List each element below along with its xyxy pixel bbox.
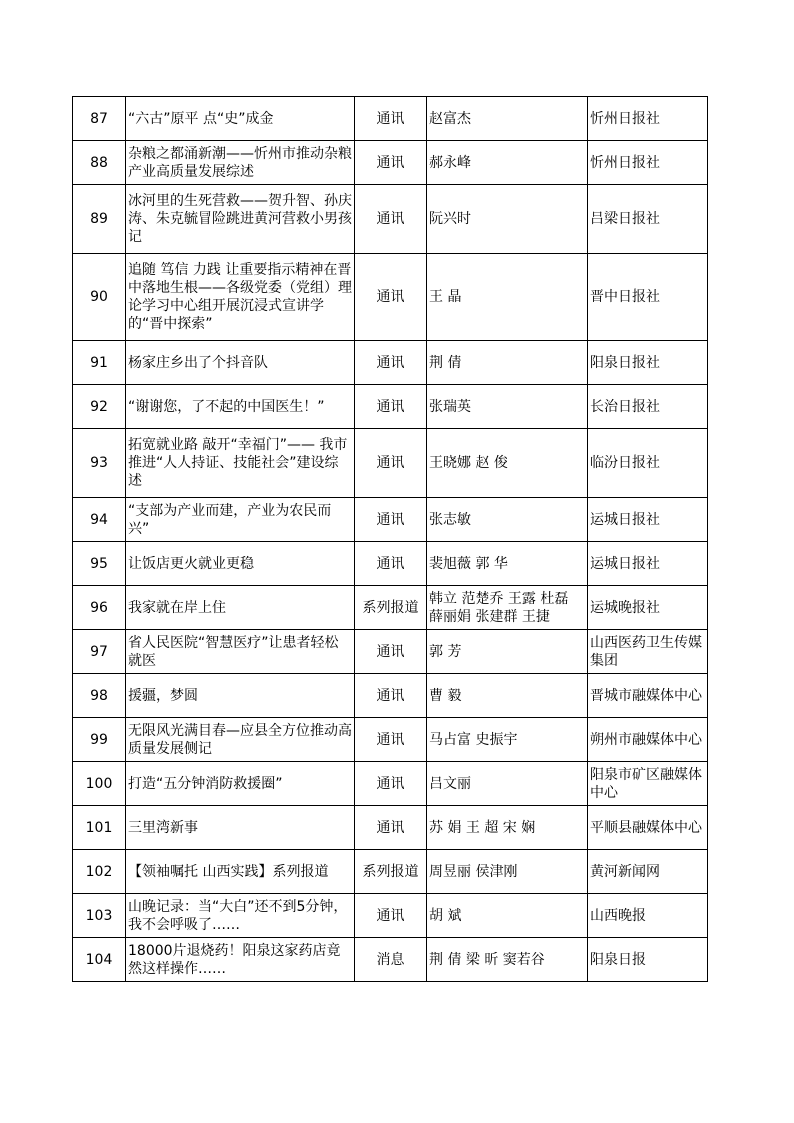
article-genre: 通讯 [355,894,427,938]
article-title: 三里湾新事 [126,806,355,850]
article-genre: 通讯 [355,185,427,254]
article-genre: 通讯 [355,141,427,185]
publishing-organization: 运城晚报社 [588,586,708,630]
row-number: 97 [73,630,126,674]
article-author: 王晓娜 赵 俊 [427,429,588,498]
article-author: 苏 娟 王 超 宋 娴 [427,806,588,850]
table-row [73,762,708,806]
table-row [73,806,708,850]
article-genre: 通讯 [355,762,427,806]
publishing-organization: 运城日报社 [588,542,708,586]
article-author: 韩立 范楚乔 王露 杜磊 薛丽娟 张建群 王捷 [427,586,588,630]
publishing-organization: 山西晚报 [588,894,708,938]
publishing-organization: 忻州日报社 [588,97,708,141]
article-genre: 通讯 [355,542,427,586]
table-row [73,254,708,341]
article-genre: 通讯 [355,630,427,674]
article-author: 郝永峰 [427,141,588,185]
article-author: 王 晶 [427,254,588,341]
table-row [73,542,708,586]
article-title: 山晚记录：当“大白”还不到5分钟，我不会呼吸了…… [126,894,355,938]
article-author: 周昱丽 侯津刚 [427,850,588,894]
article-title: “支部为产业而建，产业为农民而兴” [126,498,355,542]
article-genre: 通讯 [355,674,427,718]
article-title: 追随 笃信 力践 让重要指示精神在晋中落地生根——各级党委（党组）理论学习中心组开展沉浸式宣讲学的“晋中探索” [126,254,355,341]
table-row [73,938,708,982]
table-row [73,341,708,385]
table-row [73,850,708,894]
publishing-organization: 运城日报社 [588,498,708,542]
table-row [73,586,708,630]
article-genre: 通讯 [355,97,427,141]
row-number: 88 [73,141,126,185]
article-title: 18000片退烧药！阳泉这家药店竟然这样操作…… [126,938,355,982]
table-row [73,674,708,718]
article-title: 省人民医院“智慧医疗”让患者轻松就医 [126,630,355,674]
row-number: 100 [73,762,126,806]
article-author: 阮兴时 [427,185,588,254]
table-body [73,97,708,982]
table-row [73,718,708,762]
publishing-organization: 黄河新闻网 [588,850,708,894]
publishing-organization: 忻州日报社 [588,141,708,185]
article-title: 冰河里的生死营救——贺升智、孙庆涛、朱克毓冒险跳进黄河营救小男孩记 [126,185,355,254]
table-row [73,429,708,498]
article-title: 援疆，梦圆 [126,674,355,718]
table-row [73,894,708,938]
row-number: 90 [73,254,126,341]
article-title: “六古”原平 点“史”成金 [126,97,355,141]
table-row [73,97,708,141]
article-title: 拓宽就业路 敲开“幸福门”—— 我市推进“人人持证、技能社会”建设综述 [126,429,355,498]
article-title: 让饭店更火就业更稳 [126,542,355,586]
publishing-organization: 阳泉市矿区融媒体中心 [588,762,708,806]
publishing-organization: 山西医药卫生传媒集团 [588,630,708,674]
table-row [73,141,708,185]
article-author: 张瑞英 [427,385,588,429]
table-row [73,498,708,542]
row-number: 89 [73,185,126,254]
article-genre: 系列报道 [355,586,427,630]
row-number: 102 [73,850,126,894]
article-genre: 通讯 [355,806,427,850]
article-author: 马占富 史振宇 [427,718,588,762]
table-row [73,185,708,254]
article-genre: 通讯 [355,385,427,429]
publishing-organization: 朔州市融媒体中心 [588,718,708,762]
article-author: 胡 斌 [427,894,588,938]
row-number: 101 [73,806,126,850]
article-title: 我家就在岸上住 [126,586,355,630]
row-number: 87 [73,97,126,141]
publishing-organization: 晋中日报社 [588,254,708,341]
article-author: 荆 倩 梁 昕 窦若谷 [427,938,588,982]
article-genre: 通讯 [355,254,427,341]
article-genre: 系列报道 [355,850,427,894]
row-number: 92 [73,385,126,429]
row-number: 93 [73,429,126,498]
publishing-organization: 晋城市融媒体中心 [588,674,708,718]
row-number: 99 [73,718,126,762]
table-row [73,630,708,674]
publishing-organization: 平顺县融媒体中心 [588,806,708,850]
row-number: 91 [73,341,126,385]
article-author: 裴旭薇 郭 华 [427,542,588,586]
article-title: 杨家庄乡出了个抖音队 [126,341,355,385]
article-title: 打造“五分钟消防救援圈” [126,762,355,806]
article-author: 吕文丽 [427,762,588,806]
article-title: “谢谢您，了不起的中国医生！” [126,385,355,429]
article-genre: 消息 [355,938,427,982]
publishing-organization: 长治日报社 [588,385,708,429]
publishing-organization: 阳泉日报 [588,938,708,982]
row-number: 94 [73,498,126,542]
article-title: 【领袖嘱托 山西实践】系列报道 [126,850,355,894]
article-genre: 通讯 [355,429,427,498]
article-author: 张志敏 [427,498,588,542]
row-number: 95 [73,542,126,586]
publishing-organization: 临汾日报社 [588,429,708,498]
article-author: 曹 毅 [427,674,588,718]
row-number: 103 [73,894,126,938]
article-genre: 通讯 [355,341,427,385]
row-number: 98 [73,674,126,718]
article-genre: 通讯 [355,498,427,542]
table-row [73,385,708,429]
article-title: 无限风光满目春—应县全方位推动高质量发展侧记 [126,718,355,762]
article-title: 杂粮之都涌新潮——忻州市推动杂粮产业高质量发展综述 [126,141,355,185]
row-number: 96 [73,586,126,630]
article-author: 赵富杰 [427,97,588,141]
publishing-organization: 阳泉日报社 [588,341,708,385]
article-author: 荆 倩 [427,341,588,385]
article-genre: 通讯 [355,718,427,762]
publishing-organization: 吕梁日报社 [588,185,708,254]
row-number: 104 [73,938,126,982]
article-author: 郭 芳 [427,630,588,674]
awards-table [72,96,708,982]
